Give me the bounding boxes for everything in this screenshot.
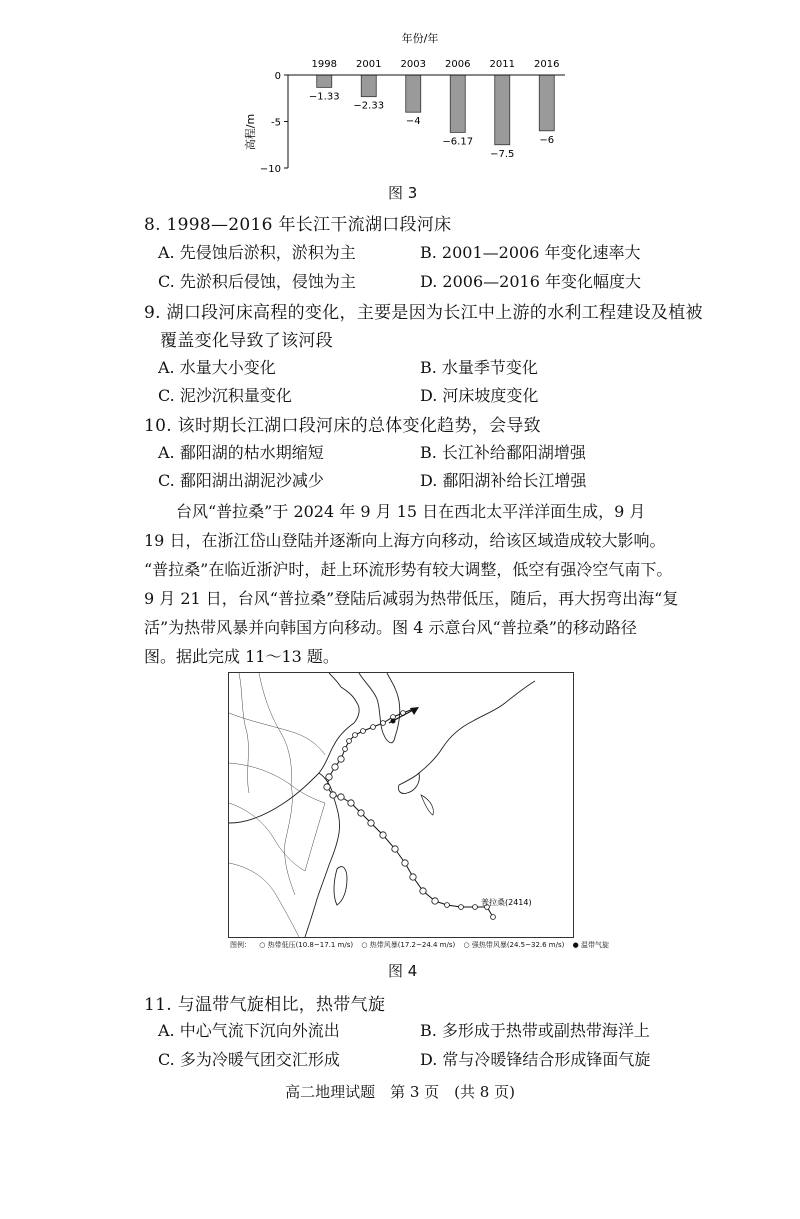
question-11-option-a: A. 中心气流下沉向外流出 [158,1021,340,1040]
question-8-option-a: A. 先侵蚀后淤积，淤积为主 [158,243,356,262]
taiwan-outline [334,867,347,905]
passage-line-6: 图。据此完成 11～13 题。 [144,647,339,666]
page-footer: 高二地理试题 第 3 页 (共 8 页) [285,1083,515,1101]
question-9-stem-line-1: 9. 湖口段河床高程的变化，主要是因为长江中上游的水利工程建设及植被 [144,303,703,323]
question-10-stem: 10. 该时期长江湖口段河床的总体变化趋势，会导致 [144,416,541,436]
category-label: 1998 [311,59,337,70]
passage-line-3: “普拉桑”在临近浙沪时，赶上环流形势有较大调整，低空有强冷空气南下。 [144,560,673,579]
bar-value-label: −6.17 [442,136,474,148]
legend-extratropical-cyclone: ● 温带气旋 [572,941,609,949]
bar-value-label: −2.33 [353,100,385,112]
question-11-option-c: C. 多为冷暖气团交汇形成 [158,1050,340,1069]
track-point [459,905,464,910]
typhoon-track-points [324,711,496,920]
category-label: 2003 [400,59,426,70]
question-10-option-a: A. 鄱阳湖的枯水期缩短 [158,443,324,462]
ryukyu-island [421,795,433,815]
question-11-option-d: D. 常与冷暖锋结合形成锋面气旋 [420,1050,651,1069]
y-tick-label: -5 [271,117,281,129]
typhoon-track-line [327,709,493,917]
chart-ylabel: 高程/m [244,113,257,151]
track-point [324,784,330,790]
track-point [380,832,386,838]
passage-line-5: 活”为热带风暴并向韩国方向移动。图 4 示意台风“普拉桑”的移动路径 [144,618,637,637]
passage-line-4: 9 月 21 日，台风“普拉桑”登陆后减弱为热带低压，随后，再大拐弯出海“复 [144,589,679,608]
bar-value-label: −1.33 [308,91,340,103]
track-point [491,915,496,920]
category-label: 2001 [356,59,382,70]
province-border [229,863,299,937]
bar-value-label: −7.5 [490,148,515,160]
province-border [239,673,249,793]
legend-tropical-storm: ○ 热带风暴(17.2~24.4 m/s) [361,941,456,949]
category-label: 2006 [445,59,471,70]
track-point [420,888,426,894]
y-tick-label: 0 [274,71,281,82]
track-point [473,905,478,910]
question-8-option-b: B. 2001—2006 年变化速率大 [420,243,641,262]
legend-title: 图例： [230,941,251,949]
track-point [332,764,338,770]
figure-3-caption: 图 3 [388,184,418,202]
province-border [305,803,325,871]
passage [144,497,679,671]
map-legend [230,940,615,950]
bar-value-label: −4 [405,116,421,128]
track-point [348,800,354,806]
track-point [371,725,376,730]
question-9-option-c: C. 泥沙沉积量变化 [158,386,292,405]
track-point [358,810,364,816]
question-8-option-c: C. 先淤积后侵蚀，侵蚀为主 [158,272,356,291]
bar-2016 [539,75,554,131]
legend-severe-tropical-storm: ○ 强热带风暴(24.5~32.6 m/s) [463,941,565,949]
track-point [392,846,398,852]
typhoon-label: 普拉桑(2414) [481,898,532,907]
passage-line-1: 台风“普拉桑”于 2024 年 9 月 15 日在西北太平洋洋面生成，9 月 [176,502,646,521]
track-point [330,792,336,798]
question-11-option-b: B. 多形成于热带或副热带海洋上 [420,1021,650,1040]
province-border [229,763,325,803]
question-10-option-d: D. 鄱阳湖补给长江增强 [420,471,587,490]
track-point [432,898,438,904]
track-point [353,733,358,738]
kyushu-outline [398,773,419,794]
figure-4-caption: 图 4 [388,962,418,980]
track-point [402,860,408,866]
bar-2001 [361,75,376,97]
passage-line-2: 19 日，在浙江岱山登陆并逐渐向上海方向移动，给该区域造成较大影响。 [144,531,666,550]
question-8-option-d: D. 2006—2016 年变化幅度大 [420,272,641,291]
bar-2003 [406,75,421,112]
province-border [229,713,325,755]
bar-2011 [495,75,510,145]
category-label: 2016 [534,59,560,70]
question-8-stem: 8. 1998—2016 年长江干流湖口段河床 [144,215,452,235]
chart-title: 年份/年 [401,32,439,45]
track-point [326,774,332,780]
extratropical-point [391,719,396,724]
japan-outline [419,681,535,773]
bar-value-label: −6 [539,134,555,146]
question-10-option-c: C. 鄱阳湖出湖泥沙减少 [158,471,324,490]
typhoon-track-map [228,672,574,938]
y-tick-label: −10 [259,164,281,175]
question-11-stem: 11. 与温带气旋相比，热带气旋 [144,995,386,1015]
question-9-option-b: B. 水量季节变化 [420,358,538,377]
category-label: 2011 [489,59,515,70]
legend-tropical-depression: ○ 热带低压(10.8~17.1 m/s) [259,941,354,949]
track-point [338,756,344,762]
track-point [347,739,352,744]
question-10-option-b: B. 长江补给鄱阳湖增强 [420,443,586,462]
track-point [410,874,416,880]
elevation-bar-chart [230,20,570,190]
map-canvas [229,673,573,937]
bar-1998 [317,75,332,87]
track-point [381,721,386,726]
question-9-stem-line-2: 覆盖变化导致了该河段 [160,331,333,351]
track-point [338,794,344,800]
track-point [445,903,450,908]
track-point [368,820,374,826]
track-point [343,747,348,752]
bar-2006 [450,75,465,132]
question-9-option-a: A. 水量大小变化 [158,358,276,377]
track-point [361,729,366,734]
province-border [259,673,292,785]
question-9-option-d: D. 河床坡度变化 [420,386,539,405]
